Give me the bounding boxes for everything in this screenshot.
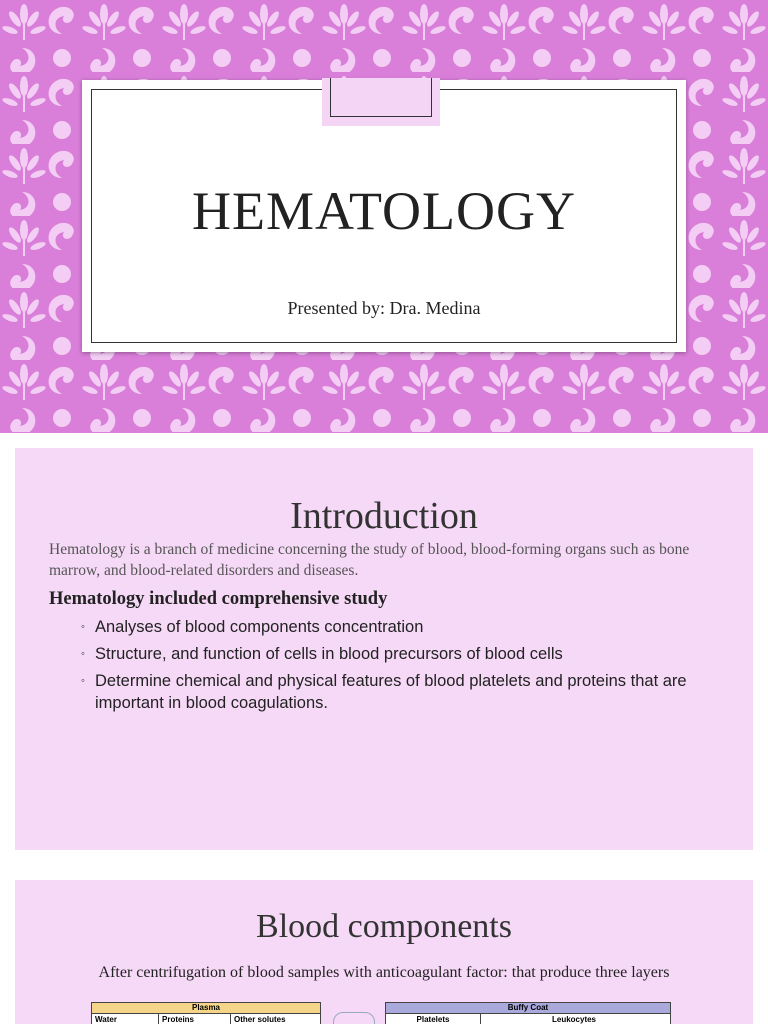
bullet-icon: ◦ <box>81 621 85 633</box>
list-item: ◦ Structure, and function of cells in blood precursors of blood cells <box>81 645 563 663</box>
plasma-table-header: Plasma <box>92 1003 320 1014</box>
introduction-slide <box>15 448 753 850</box>
slide-heading: Introduction <box>290 495 478 537</box>
title-slide <box>0 0 768 433</box>
plasma-table <box>91 1002 321 1024</box>
blood-components-slide <box>15 880 753 1024</box>
slide-caption: After centrifugation of blood samples with anticoagulant factor: that produce three layers <box>98 964 670 981</box>
title-card-tab <box>322 78 440 126</box>
intro-paragraph: Hematology is a branch of medicine concerning the study of blood, blood-forming organs such as bone marrow, and blood-related disorders and diseases. <box>49 541 690 579</box>
bullet-icon: ◦ <box>81 675 85 687</box>
subheading: Hematology included comprehensive study <box>49 589 388 609</box>
table-column-header: Water <box>92 1014 159 1024</box>
table-column-header: Proteins <box>159 1014 231 1024</box>
buffy-coat-table-header: Buffy Coat <box>386 1003 670 1014</box>
slide-title: HEMATOLOGY <box>192 181 576 241</box>
slide-divider <box>0 433 768 448</box>
bullet-icon: ◦ <box>81 648 85 660</box>
bullet-list <box>81 616 701 719</box>
test-tube-illustration <box>333 1012 375 1024</box>
table-column-header: Other solutes <box>234 1015 286 1024</box>
table-column-header: Platelets <box>386 1014 481 1024</box>
presenter-line: Presented by: Dra. Medina <box>287 298 481 318</box>
title-card <box>82 80 686 352</box>
list-item: ◦ Analyses of blood components concentration <box>81 618 424 636</box>
table-column-header: Leukocytes <box>551 1015 597 1024</box>
buffy-coat-table <box>385 1002 671 1024</box>
slide-heading: Blood components <box>256 908 512 945</box>
list-item: ◦ Determine chemical and physical features of blood platelets and proteins that are important in blood coagulations. <box>81 672 687 712</box>
